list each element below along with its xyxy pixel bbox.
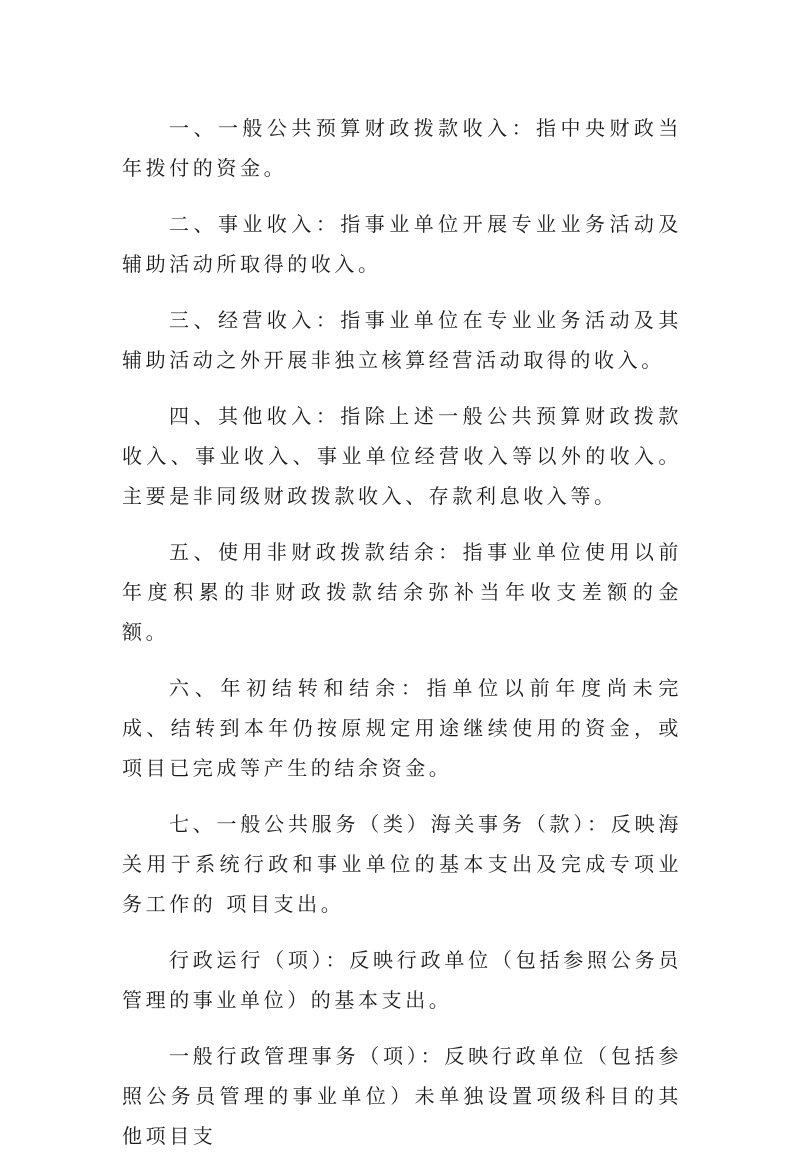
paragraph-operating-income: 三、经营收入：指事业单位在专业业务活动及其辅助活动之外开展非独立核算经营活动取得的收入。 xyxy=(122,308,682,372)
paragraph-customs-affairs: 七、一般公共服务（类）海关事务（款）：反映海关用于系统行政和事业单位的基本支出及完成专项业务工作的 项目支出。 xyxy=(122,812,682,916)
paragraph-business-income: 二、事业收入：指事业单位开展专业业务活动及辅助活动所取得的收入。 xyxy=(122,212,682,276)
document-body xyxy=(122,108,682,1172)
paragraph-non-appropriation-surplus: 五、使用非财政拨款结余：指事业单位使用以前年度积累的非财政拨款结余弥补当年收支差额的金额。 xyxy=(122,540,682,644)
paragraph-general-budget-appropriation-income: 一、一般公共预算财政拨款收入：指中央财政当年拨付的资金。 xyxy=(122,116,682,180)
paragraph-other-income: 四、其他收入：指除上述一般公共预算财政拨款收入、事业收入、事业单位经营收入等以外的收入。主要是非同级财政拨款收入、存款利息收入等。 xyxy=(122,404,682,508)
paragraph-general-administrative-affairs: 一般行政管理事务（项）：反映行政单位（包括参照公务员管理的事业单位）未单独设置项级科目的其他项目支 xyxy=(122,1044,682,1148)
paragraph-carryover-and-surplus: 六、年初结转和结余：指单位以前年度尚未完成、结转到本年仍按原规定用途继续使用的资金，或项目已完成等产生的结余资金。 xyxy=(122,676,682,780)
paragraph-administrative-operation: 行政运行（项）：反映行政单位（包括参照公务员管理的事业单位）的基本支出。 xyxy=(122,948,682,1012)
